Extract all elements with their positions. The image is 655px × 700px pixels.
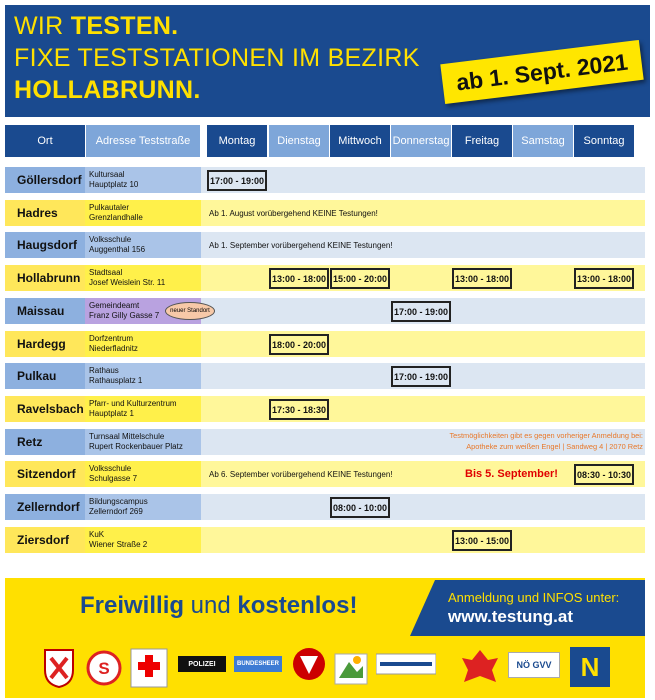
address-line-1: Gemeindeamt: [89, 301, 140, 310]
row-ort: Ravelsbach: [5, 396, 87, 422]
table-row: [5, 363, 645, 389]
table-row: [5, 331, 645, 357]
row-note: Ab 6. September vorübergehend KEINE Testungen!: [209, 469, 393, 479]
polizei-logo: POLIZEI: [178, 656, 226, 672]
header-line-1: WIR TESTEN.: [14, 12, 179, 40]
address-line-1: Kultursaal: [89, 170, 125, 179]
row-note: Ab 1. August vorübergehend KEINE Testungen!: [209, 208, 378, 218]
table-row: [5, 396, 645, 422]
address-line-2: Wiener Straße 2: [89, 540, 148, 549]
time-slot: 17:00 - 19:00: [391, 301, 451, 322]
time-slot: 08:30 - 10:30: [574, 464, 634, 485]
samariter-logo-icon: [86, 648, 122, 688]
table-row: [5, 494, 645, 520]
address-line-2: Schulgasse 7: [89, 474, 138, 483]
noe-landesregierung-logo-icon: [376, 652, 436, 676]
address-line-2: Hauptplatz 10: [89, 180, 139, 189]
row-ort: Ziersdorf: [5, 527, 87, 553]
row-address: [85, 494, 201, 520]
time-slot: 18:00 - 20:00: [269, 334, 329, 355]
retz-notice: [411, 430, 643, 452]
noe-gvv-logo: NÖ GVV: [508, 652, 560, 678]
row-ort: Haugsdorf: [5, 232, 87, 258]
noe-volkspartei-logo: N: [570, 647, 610, 687]
retz-notice-line-2: Apotheke zum weißen Engel | Sandweg 4 | 2070 Retz: [466, 442, 643, 451]
footer-slogan: Freiwillig und kostenlos!: [80, 592, 358, 619]
row-note: Ab 1. September vorübergehend KEINE Testungen!: [209, 240, 393, 250]
row-address: [85, 429, 201, 455]
row-ort: Pulkau: [5, 363, 87, 389]
address-line-1: Turnsaal Mittelschule: [89, 432, 165, 441]
row-address: [85, 167, 201, 193]
row-address: [85, 232, 201, 258]
row-ort: Hardegg: [5, 331, 87, 357]
table-row: [5, 461, 645, 487]
col-header-ort: Ort: [5, 125, 85, 157]
header-line-2: FIXE TESTSTATIONEN IM BEZIRK: [14, 44, 420, 72]
address-line-2: Niederfladnitz: [89, 344, 138, 353]
col-header-day: Dienstag: [269, 125, 329, 157]
row-address: [85, 265, 201, 291]
time-slot: 17:30 - 18:30: [269, 399, 329, 420]
row-address: [85, 527, 201, 553]
time-slot: 13:00 - 18:00: [269, 268, 329, 289]
address-line-2: Rathausplatz 1: [89, 376, 143, 385]
table-row: [5, 200, 645, 226]
col-header-day: Freitag: [452, 125, 512, 157]
row-address: [85, 331, 201, 357]
footer-info-text: Anmeldung und INFOS unter:: [448, 590, 620, 605]
row-ort: Hollabrunn: [5, 265, 87, 291]
row-address: [85, 396, 201, 422]
retz-notice-line-1: Testmöglichkeiten gibt es gegen vorheriger Anmeldung bei:: [449, 431, 643, 440]
time-slot: 15:00 - 20:00: [330, 268, 390, 289]
regional-logo-icon: [333, 648, 369, 688]
col-header-day: Donnerstag: [391, 125, 451, 157]
row-ort: Retz: [5, 429, 87, 455]
row-address: [85, 200, 201, 226]
time-slot: 08:00 - 10:00: [330, 497, 390, 518]
row-ort: Sitzendorf: [5, 461, 87, 487]
address-line-2: Grenzlandhalle: [89, 213, 143, 222]
date-tag: ab 1. Sept. 2021: [440, 40, 643, 104]
address-line-2: Hauptplatz 1: [89, 409, 134, 418]
col-header-day: Montag: [207, 125, 267, 157]
address-line-2: Josef Weislein Str. 11: [89, 278, 166, 287]
time-slot: 17:00 - 19:00: [391, 366, 451, 387]
zivilschutz-logo-icon: [458, 646, 502, 690]
address-line-1: Pulkautaler: [89, 203, 130, 212]
address-line-1: Bildungscampus: [89, 497, 148, 506]
deadline-notice: Bis 5. September!: [465, 468, 558, 480]
address-line-1: Rathaus: [89, 366, 119, 375]
table-row: [5, 429, 645, 455]
address-line-2: Zellerndorf 269: [89, 507, 143, 516]
address-line-1: KuK: [89, 530, 105, 539]
row-address: [85, 461, 201, 487]
svg-text:S: S: [98, 659, 110, 678]
shield-logo-icon: [292, 646, 326, 690]
red-cross-icon: [130, 648, 168, 688]
table-row: [5, 232, 645, 258]
col-header-day: Sonntag: [574, 125, 634, 157]
row-ort: Göllersdorf: [5, 167, 87, 193]
address-line-2: Franz Gilly Gasse 7: [89, 311, 160, 320]
address-line-1: Volksschule: [89, 235, 132, 244]
table-row: [5, 167, 645, 193]
col-header-day: Samstag: [513, 125, 573, 157]
table-row: [5, 298, 645, 324]
address-line-2: Rupert Rockenbauer Platz: [89, 442, 183, 451]
row-ort: Hadres: [5, 200, 87, 226]
table-row: [5, 265, 645, 291]
row-address: [85, 363, 201, 389]
address-line-2: Auggenthal 156: [89, 245, 146, 254]
address-line-1: Volksschule: [89, 464, 132, 473]
time-slot: 17:00 - 19:00: [207, 170, 267, 191]
new-location-badge: neuer Standort: [165, 302, 215, 320]
time-slot: 13:00 - 18:00: [452, 268, 512, 289]
coat-of-arms-icon: [42, 648, 76, 688]
address-line-1: Dorfzentrum: [89, 334, 134, 343]
bundesheer-logo: BUNDESHEER: [234, 656, 282, 672]
footer-url[interactable]: www.testung.at: [448, 607, 573, 626]
header-line-3: HOLLABRUNN.: [14, 76, 201, 104]
col-header-adresse: Adresse Teststraße: [86, 125, 200, 157]
col-header-day: Mittwoch: [330, 125, 390, 157]
address-line-1: Pfarr- und Kulturzentrum: [89, 399, 177, 408]
row-ort: Zellerndorf: [5, 494, 87, 520]
time-slot: 13:00 - 18:00: [574, 268, 634, 289]
time-slot: 13:00 - 15:00: [452, 530, 512, 551]
table-row: [5, 527, 645, 553]
address-line-1: Stadtsaal: [89, 268, 123, 277]
row-ort: Maissau: [5, 298, 87, 324]
